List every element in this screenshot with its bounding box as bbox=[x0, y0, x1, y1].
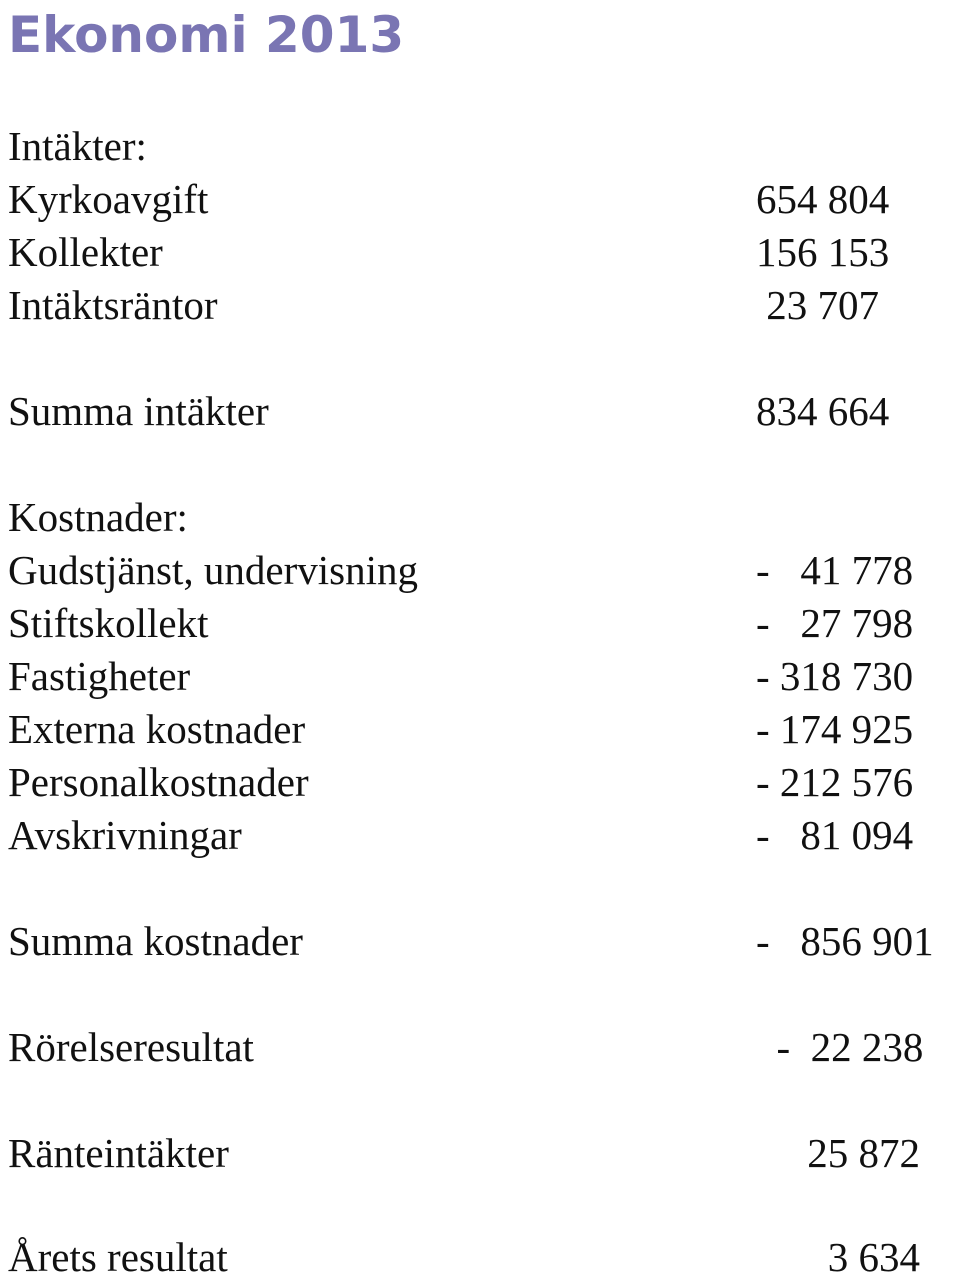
row-label: Kostnader: bbox=[8, 494, 188, 540]
row-label: Stiftskollekt bbox=[8, 600, 209, 646]
row-intaktsrantor bbox=[0, 279, 960, 331]
row-label: Intäkter: bbox=[8, 123, 147, 169]
row-kyrkoavgift bbox=[0, 173, 960, 225]
row-ranteintakter bbox=[0, 1127, 960, 1179]
row-value: - 318 730 bbox=[756, 653, 914, 699]
row-label: Intäktsräntor bbox=[8, 282, 218, 328]
row-value: - 22 238 bbox=[756, 1024, 924, 1070]
row-avskrivningar bbox=[0, 809, 960, 861]
row-label: Kollekter bbox=[8, 229, 163, 275]
row-personalkostnader bbox=[0, 756, 960, 808]
row-externa-kostnader bbox=[0, 703, 960, 755]
row-kollekter bbox=[0, 226, 960, 278]
row-value: - 174 925 bbox=[756, 706, 914, 752]
row-value: 834 664 bbox=[756, 388, 890, 434]
row-arets-resultat bbox=[0, 1231, 960, 1283]
row-label: Ränteintäkter bbox=[8, 1130, 229, 1176]
row-summa-intakter bbox=[0, 385, 960, 437]
row-value: - 212 576 bbox=[756, 759, 914, 805]
row-label: Fastigheter bbox=[8, 653, 191, 699]
row-label: Summa kostnader bbox=[8, 918, 303, 964]
row-stiftskollekt bbox=[0, 597, 960, 649]
row-rorelseresultat bbox=[0, 1021, 960, 1073]
row-value: 156 153 bbox=[756, 229, 890, 275]
row-fastigheter bbox=[0, 650, 960, 702]
row-value: 23 707 bbox=[756, 282, 879, 328]
row-value: 654 804 bbox=[756, 176, 890, 222]
row-label: Externa kostnader bbox=[8, 706, 306, 752]
section-heading-income bbox=[0, 120, 960, 172]
row-label: Personalkostnader bbox=[8, 759, 309, 805]
row-label: Rörelseresultat bbox=[8, 1024, 254, 1070]
row-label: Summa intäkter bbox=[8, 388, 269, 434]
row-value: - 81 094 bbox=[756, 812, 914, 858]
row-value: - 41 778 bbox=[756, 547, 914, 593]
section-heading-costs bbox=[0, 491, 960, 543]
row-value: - 856 901 bbox=[756, 918, 934, 964]
row-label: Årets resultat bbox=[8, 1234, 228, 1280]
row-label: Avskrivningar bbox=[8, 812, 242, 858]
row-label: Gudstjänst, undervisning bbox=[8, 547, 418, 593]
row-summa-kostnader bbox=[0, 915, 960, 967]
row-label: Kyrkoavgift bbox=[8, 176, 209, 222]
row-value: - 27 798 bbox=[756, 600, 914, 646]
row-value: 25 872 bbox=[756, 1130, 920, 1176]
page-title: Ekonomi 2013 bbox=[8, 6, 405, 64]
row-value: 3 634 bbox=[756, 1234, 920, 1280]
row-gudstjanst bbox=[0, 544, 960, 596]
